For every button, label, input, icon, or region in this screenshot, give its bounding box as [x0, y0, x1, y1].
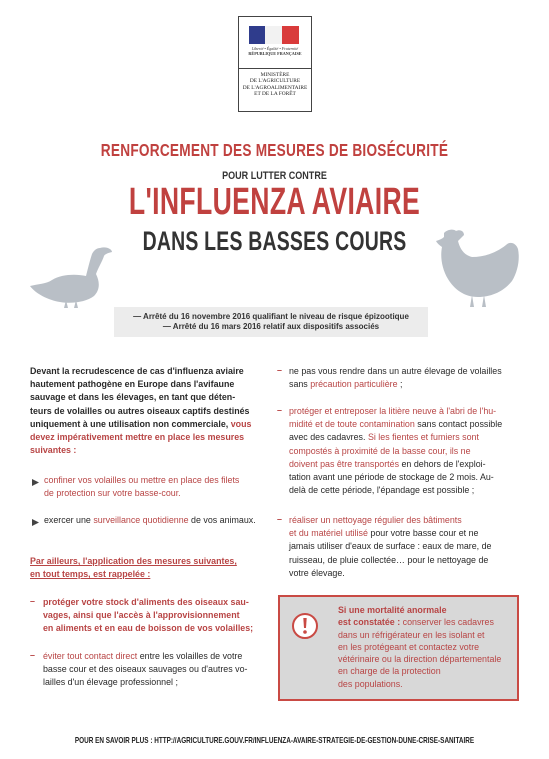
footer-label: POUR EN SAVOIR PLUS :	[74, 736, 153, 745]
decree-line: — Arrêté du 16 novembre 2016 qualifiant le niveau de risque épizootique	[133, 312, 409, 321]
bullet-confine: confiner vos volailles ou mettre en place des filets de protection sur votre basse-cour.	[44, 475, 240, 499]
intro-paragraph: Devant la recrudescence de cas d'influenza aviaire hautement pathogène en Europe dans l'avifaune sauvage et dans les élevages, en tant que déten- teurs de volailles ou autres oiseaux captifs destinés uniquement à une utilisation non commerciale, vous devez impérativement mettre en place les mesures suivantes :	[30, 366, 252, 456]
dash-marker: –	[277, 405, 282, 415]
logo-motto: Liberté • Égalité • Fraternité	[251, 46, 299, 51]
item-cleaning: réaliser un nettoyage régulier des bâtiments et du matériel utilisé pour votre basse cour et ne jamais utiliser d'eaux de surface : eaux de mare, de ruisseau, de pluie collectée… pour le nettoyage de votre élevage.	[289, 515, 492, 578]
dash-marker: –	[277, 365, 282, 375]
title-line-1: RENFORCEMENT DES MESURES DE BIOSÉCURITÉ	[100, 140, 449, 160]
title-line-2: POUR LUTTER CONTRE	[222, 170, 327, 182]
logo-ministry: MINISTÈRE DE L'AGRICULTURE DE L'AGROALIMENTAIRE ET DE LA FORÊT	[242, 72, 308, 98]
also-heading: Par ailleurs, l'application des mesures suivantes, en tout temps, est rappelée :	[30, 556, 237, 580]
item-avoid-contact: éviter tout contact direct entre les volailles de votre basse cour et des oiseaux sauvages ou d'autres vo- lailles d'un élevage professionnel ;	[43, 651, 248, 688]
triangle-bullet-icon	[32, 519, 39, 526]
decree-line: — Arrêté du 16 mars 2016 relatif aux dispositifs associés	[162, 322, 380, 331]
alert-text: Si une mortalité anormale est constatée : conserver les cadavres dans un réfrigérateur en les isolant et en les protégeant et contactez votre vétérinaire ou la direction départementale en charge de la protection des populations.	[338, 605, 502, 689]
mortality-alert-box	[278, 595, 519, 701]
footer-more-info	[60, 736, 488, 745]
item-no-visit: ne pas vous rendre dans un autre élevage de volailles sans précaution particulière ;	[289, 366, 502, 390]
dash-marker: –	[30, 596, 35, 606]
exclamation-icon	[292, 613, 318, 639]
triangle-bullet-icon	[32, 479, 39, 486]
dash-marker: –	[30, 650, 35, 660]
decree-box	[114, 307, 428, 337]
title-line-4: DANS LES BASSES COURS	[142, 226, 407, 256]
logo-republic: RÉPUBLIQUE FRANÇAISE	[248, 51, 302, 56]
dash-marker: –	[277, 514, 282, 524]
hen-silhouette	[434, 227, 522, 307]
duck-silhouette	[28, 238, 114, 308]
footer-link[interactable]: HTTP://AGRICULTURE.GOUV.FR/INFLUENZA-AVAIRE-STRATEGIE-DE-GESTION-DUNE-CRISE-SANITAIRE	[154, 736, 475, 745]
bullet-surveillance: exercer une surveillance quotidienne de vos animaux.	[44, 515, 256, 525]
title-line-3: L'INFLUENZA AVIAIRE	[128, 181, 421, 223]
ministry-logo	[238, 16, 312, 112]
marianne-flag-icon	[249, 26, 299, 44]
item-protect-stock: protéger votre stock d'aliments des oiseaux sau- vages, ainsi que l'accès à l'approvisionnement en aliments et en eau de boisson de vos volailles;	[43, 597, 254, 634]
item-litter: protéger et entreposer la litière neuve à l'abri de l'hu- midité et de toute contamination sans contact possible avec des cadavres. Si les fientes et fumiers sont compostés à proximité de la basse cour, ils ne doivent pas être transportés en dehors de l'exploi- tation avant une période de stockage de 2 mois. Au- delà de cette période, l'épandage est possible ;	[289, 406, 503, 496]
